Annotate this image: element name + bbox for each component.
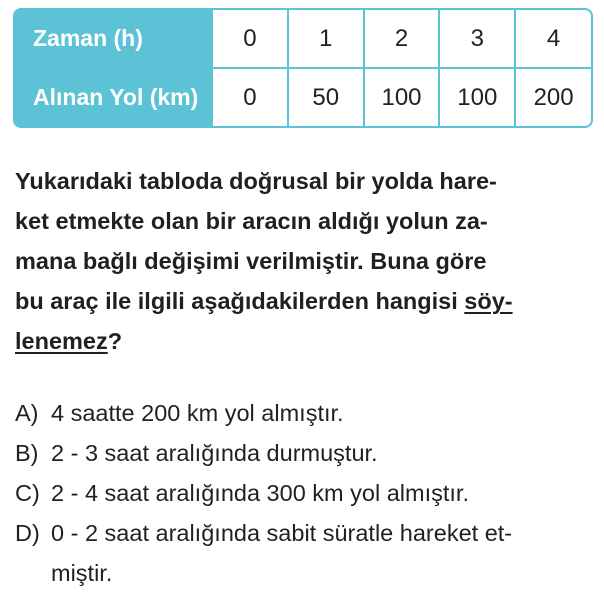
time-cell: 0 (212, 10, 288, 68)
option-a[interactable] (15, 393, 593, 433)
option-text (51, 513, 512, 593)
option-text-line: 0 - 2 saat aralığında sabit süratle hareket et- (51, 520, 513, 546)
time-row-label: Zaman (h) (15, 10, 212, 68)
question-line: ket etmekte olan bir aracın aldığı yolun za- (15, 208, 488, 234)
option-letter: C) (15, 480, 40, 506)
distance-cell: 200 (515, 68, 591, 126)
option-text: 2 - 4 saat aralığında 300 km yol almıştır. (51, 480, 469, 506)
option-text-line: miştir. (51, 560, 113, 586)
distance-row (15, 68, 591, 126)
question-line-text: bu araç ile ilgili aşağıdakilerden hangisi (15, 288, 465, 314)
question-mark: ? (107, 328, 123, 354)
time-cell: 3 (439, 10, 515, 68)
option-letter: B) (15, 440, 39, 466)
option-letter: D) (15, 520, 40, 546)
distance-row-label: Alınan Yol (km) (15, 68, 212, 126)
distance-cell: 50 (288, 68, 364, 126)
option-text: 2 - 3 saat aralığında durmuştur. (51, 440, 378, 466)
time-cell: 2 (364, 10, 440, 68)
question-line (15, 321, 593, 361)
distance-cell: 100 (439, 68, 515, 126)
underlined-word: söy- (464, 288, 513, 314)
question-line (15, 281, 593, 321)
distance-cell: 100 (364, 68, 440, 126)
underlined-word: lenemez (15, 328, 108, 354)
option-letter: A) (15, 400, 39, 426)
option-b[interactable] (15, 433, 593, 473)
time-distance-table (15, 10, 591, 126)
time-row (15, 10, 591, 68)
answer-options (15, 393, 593, 593)
question-line: Yukarıdaki tabloda doğrusal bir yolda hare- (15, 168, 497, 194)
time-cell: 1 (288, 10, 364, 68)
option-text: 4 saatte 200 km yol almıştır. (51, 400, 344, 426)
question-line: mana bağlı değişimi verilmiştir. Buna göre (15, 248, 487, 274)
time-cell: 4 (515, 10, 591, 68)
data-table (13, 8, 593, 128)
option-d[interactable] (15, 513, 593, 593)
distance-cell: 0 (212, 68, 288, 126)
question-text (15, 161, 593, 361)
option-c[interactable] (15, 473, 593, 513)
